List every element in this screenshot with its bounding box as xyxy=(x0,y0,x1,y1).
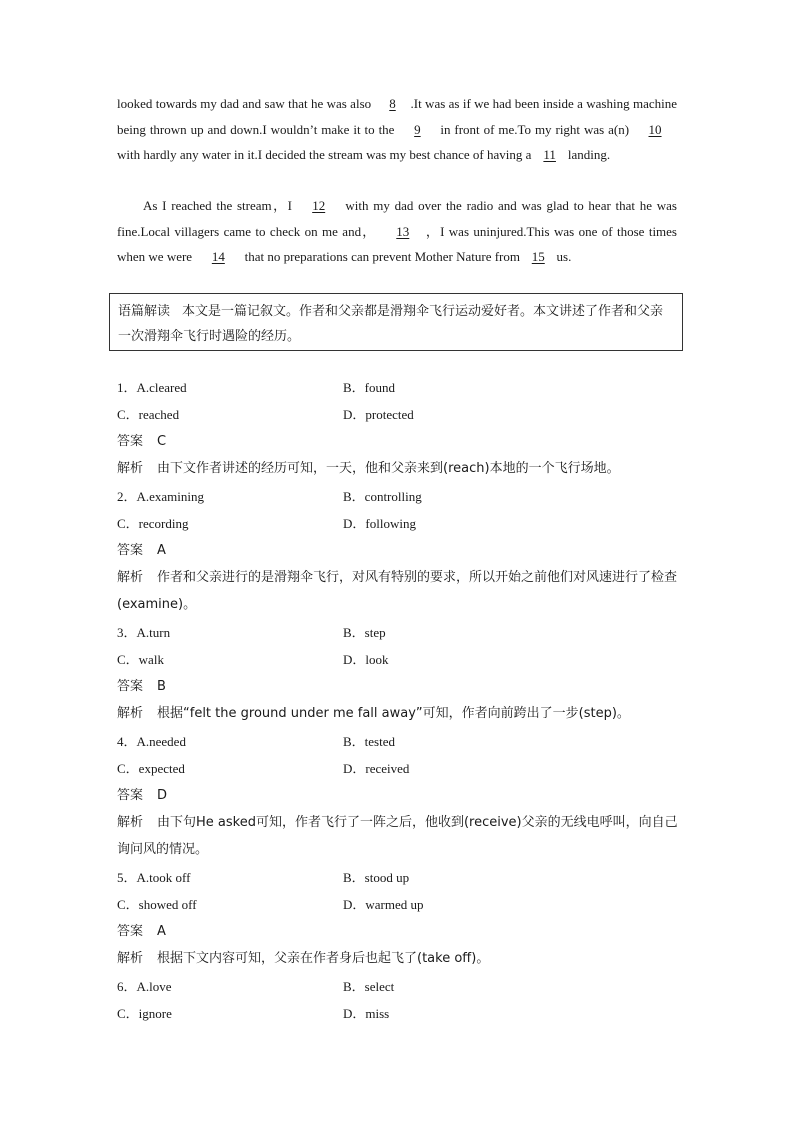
blank-11: 11 xyxy=(543,147,556,163)
explanation-label: 解析 xyxy=(117,706,144,721)
explanation xyxy=(117,455,679,482)
option-c: C．reached xyxy=(117,407,180,422)
option-c: C．recording xyxy=(117,516,189,531)
explanation-text: 根据“felt the ground under me fall away”可知，作者向前跨出了一步(step)。 xyxy=(157,706,630,721)
blank-10: 10 xyxy=(648,121,662,137)
option-b: B．controlling xyxy=(343,489,422,504)
option-a: 1．A.cleared xyxy=(117,380,187,395)
answer-label: 答案 xyxy=(117,924,144,939)
explanation xyxy=(117,945,679,972)
answer-label: 答案 xyxy=(117,788,144,803)
option-a: 3．A.turn xyxy=(117,625,171,640)
option-c: C．walk xyxy=(117,652,164,667)
answer-line xyxy=(117,541,166,561)
option-d: D．warmed up xyxy=(343,897,424,912)
option-a: 5．A.took off xyxy=(117,870,191,885)
summary-text: 本文是一篇记叙文。作者和父亲都是滑翔伞飞行运动爱好者。本文讲述了作者和父亲一次滑翔伞飞行时遇险的经历。 xyxy=(118,304,664,344)
passage-paragraph-1 xyxy=(117,91,677,168)
passage-text: with hardly any water in it.I decided the stream was my best chance of having a xyxy=(117,147,532,163)
option-d: D．look xyxy=(343,652,389,667)
answer-line xyxy=(117,432,166,452)
answer-line xyxy=(117,786,167,806)
option-d: D．miss xyxy=(343,1006,390,1021)
option-b: B．found xyxy=(343,380,396,395)
explanation-label: 解析 xyxy=(117,570,144,585)
explanation xyxy=(117,564,679,618)
passage-text: .It was as if we had been inside a washing machine being thrown up and down.I wouldn’t make it to the xyxy=(117,96,677,137)
option-d: D．following xyxy=(343,516,416,531)
blank-12: 12 xyxy=(312,198,326,213)
passage-text: looked towards my dad and saw that he was also xyxy=(117,96,372,111)
answer-value: A xyxy=(157,924,166,939)
option-a: 4．A.needed xyxy=(117,734,186,749)
answer-value: C xyxy=(157,434,167,449)
option-a: 6．A.love xyxy=(117,979,172,994)
explanation-label: 解析 xyxy=(117,815,144,830)
blank-8: 8 xyxy=(389,96,396,111)
blank-9: 9 xyxy=(414,121,421,137)
answer-line xyxy=(117,677,166,697)
passage-text: landing. xyxy=(567,147,611,163)
passage-text: As I reached the stream，I xyxy=(143,198,292,213)
explanation-label: 解析 xyxy=(117,461,144,476)
answer-label: 答案 xyxy=(117,434,144,449)
blank-15: 15 xyxy=(531,249,545,265)
passage-paragraph-2 xyxy=(117,193,677,270)
summary-lead: 语篇解读 xyxy=(118,304,171,319)
passage-text: that no preparations can prevent Mother Nature from xyxy=(244,249,521,265)
explanation-text: 根据下文内容可知，父亲在作者身后也起飞了(take off)。 xyxy=(157,951,490,966)
answer-line xyxy=(117,922,166,942)
option-c: C．ignore xyxy=(117,1006,172,1021)
answer-value: D xyxy=(157,788,168,803)
explanation xyxy=(117,809,679,863)
option-b: B．stood up xyxy=(343,870,410,885)
passage-text: ，I was uninjured.This was one of those times when we were xyxy=(117,223,677,265)
explanation-text: 由下文作者讲述的经历可知，一天，他和父亲来到(reach)本地的一个飞行场地。 xyxy=(157,461,620,476)
explanation-text: 由下句He asked可知，作者飞行了一阵之后，他收到(receive)父亲的无线电呼叫，向自己询问风的情况。 xyxy=(117,815,678,857)
passage-text: with my dad over the radio and was glad to hear that he was fine.Local villagers came to check on me and， xyxy=(117,198,677,239)
explanation-label: 解析 xyxy=(117,951,144,966)
option-b: B．select xyxy=(343,979,395,994)
option-d: D．received xyxy=(343,761,410,776)
answer-label: 答案 xyxy=(117,679,144,694)
answer-value: A xyxy=(157,543,166,558)
option-d: D．protected xyxy=(343,407,414,422)
summary-box xyxy=(109,293,683,351)
blank-14: 14 xyxy=(211,249,225,265)
option-c: C．expected xyxy=(117,761,185,776)
blank-13: 13 xyxy=(396,223,410,239)
passage-text: in front of me.To my right was a(n) xyxy=(440,121,630,137)
option-a: 2．A.examining xyxy=(117,489,205,504)
explanation-text: 作者和父亲进行的是滑翔伞飞行，对风有特别的要求，所以开始之前他们对风速进行了检查(examine)。 xyxy=(117,570,678,612)
option-c: C．showed off xyxy=(117,897,197,912)
answer-label: 答案 xyxy=(117,543,144,558)
explanation xyxy=(117,700,679,727)
passage-text: us. xyxy=(556,249,572,265)
option-b: B．tested xyxy=(343,734,395,749)
answer-value: B xyxy=(157,679,166,694)
option-b: B．step xyxy=(343,625,386,640)
